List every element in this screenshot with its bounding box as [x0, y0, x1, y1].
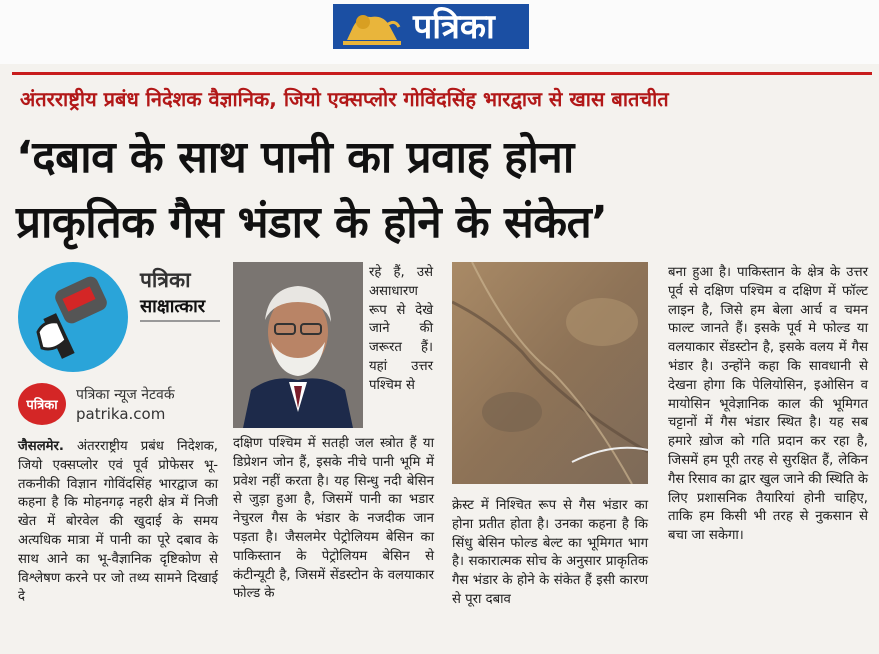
byline-network: पत्रिका न्यूज नेटवर्क: [76, 387, 175, 403]
article-column-2: दक्षिण पश्चिम में सतही जल स्त्रोत हैं या डिप्रेशन जोन हैं, इसके नीचे पानी भूमि में प्रवेश नहीं करता है। यह सिन्धु नदी बेसिन से जुड़ा हुआ है, जिसमें पानी का भडार नेचुरल गैस के भंडार के नजदीक जान पड़ता है। जैसलमेर पेट्रोलियम बेसिन का पाकिस्तान के पेट्रोलियम बेसिन से कंटीन्यूटी है, जिसमें सेंडस्टोन के वलयाकार फोल्ड के: [233, 436, 434, 602]
article-column-2-top: रहे हैं, उसे असाधारण रूप से देखे जाने की जरूरत हैं। यहां उत्तर पश्चिम से: [369, 265, 433, 393]
article-column-3: क्रेस्ट में निश्चित रूप से गैस भंडार का होना प्रतीत होता है। उनका कहना है कि सिंधु बेसिन फोल्ड बेल्ट का भूमिगत भाग है। सकारात्मक सोच के अनुसार प्राकृतिक गैस भंडार के होने के संकेत हैं इसी कारण से पूरा दबाव: [452, 498, 648, 607]
interview-title: साक्षात्कार: [140, 294, 220, 322]
interview-badge: [18, 262, 223, 380]
headline-line-1: ‘दबाव के साथ पानी का प्रवाह होना: [16, 132, 574, 183]
lion-emblem-icon: [339, 7, 405, 47]
byline: [18, 383, 223, 425]
logo-wordmark: पत्रिका: [413, 6, 495, 47]
microphone-icon: [18, 262, 128, 372]
interview-brand: पत्रिका: [140, 268, 191, 292]
satellite-map: [452, 262, 648, 484]
article-column-1: [18, 438, 218, 607]
patrika-badge: पत्रिका: [18, 383, 66, 425]
dateline: जैसलमेर.: [18, 439, 64, 454]
headline-line-2: प्राकृतिक गैस भंडार के होने के संकेत’: [16, 197, 608, 248]
patrika-logo[interactable]: [333, 4, 529, 49]
article-text-1: अंतरराष्ट्रीय प्रबंध निदेशक, जियो एक्सप्लोर एवं पूर्व प्रोफेसर भू-तकनीकी विज्ञान गोविंदसिंह भारद्वाज का कहना है कि मोहनगढ़ नहरी क्षेत्र में निजी खेत में बोरवेल की खुदाई के समय अत्यधिक मात्रा में पानी का पूरे दबाव के साथ आने का भू-वैज्ञानिक दृष्टिकोण से विश्लेषण करने पर जो तथ्य सामने दिखाई दे: [18, 439, 218, 605]
kicker: अंतरराष्ट्रीय प्रबंध निदेशक वैज्ञानिक, जियो एक्सप्लोर गोविंदसिंह भारद्वाज से खास बातचीत: [20, 87, 669, 111]
divider-rule: [12, 72, 872, 75]
masthead: [0, 0, 879, 64]
byline-website[interactable]: patrika.com: [76, 405, 166, 423]
interview-label: [140, 266, 220, 328]
scientist-photo: [233, 262, 363, 428]
article-column-4: बना हुआ है। पाकिस्तान के क्षेत्र के उत्तर पूर्व से दक्षिण पश्चिम व दक्षिण में फॉल्ट लाइन है, जिसे हम बेला आर्च व चमन फाल्ट जानते हैं। इसके पूर्व मे फोल्ड या वलयाकार सेंडस्टोन है, इसके वलय में गैस भंडार है। उन्होंने कहा कि सावधानी से देखना होगा कि पेलियोसिन, इओसिन व मायोसिन भूवेज्ञानिक काल की भूमिगत चट्टानों में गैस भंडार स्थित है। यह सब हमारे ख़ोज को गति प्रदान कर रहा है, जिसमें हम पूरी तरह से सुरक्षित हैं, लेकिन गैस रिसाव का द्वार खुल जाने की स्थिति के लिए प्रशासनिक तैयारियां होनी चाहिए, ताकि हम किसी भी तरह से नुकसान से बचा जा सकेगा।: [668, 265, 868, 544]
